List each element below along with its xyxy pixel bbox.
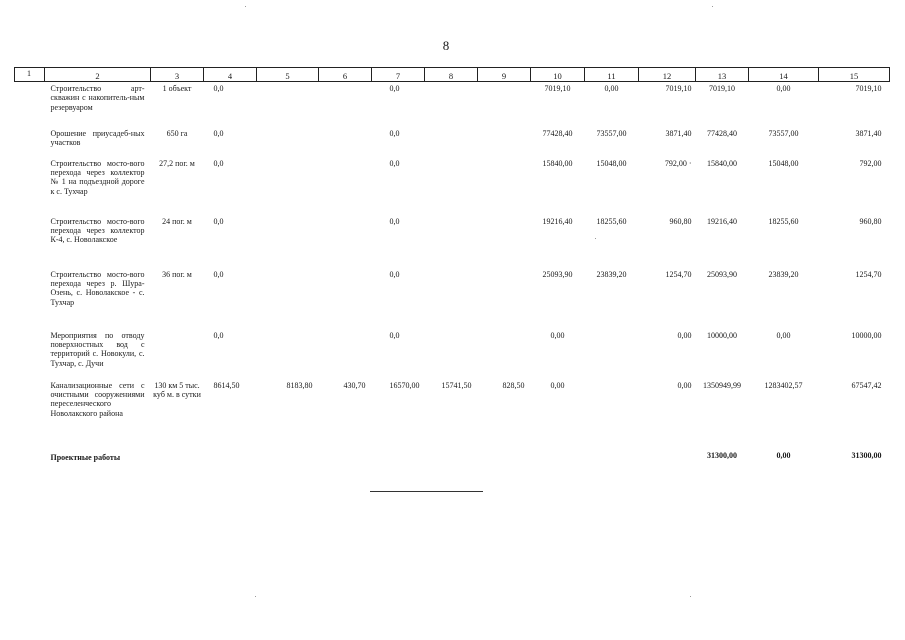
cell-col-14: 23839,20: [768, 269, 799, 279]
cell-col-13: 1350949,99: [703, 380, 741, 390]
cell-col-6: [319, 127, 372, 157]
cell-col-15: 67547,42: [851, 380, 882, 390]
row-unit: 36 пог. м: [162, 269, 192, 279]
cell-col-14: 18255,60: [768, 216, 799, 226]
cell-col-14: 0,00: [776, 84, 791, 93]
cell-col-15: 960,80: [859, 216, 882, 226]
row-unit: 650 га: [166, 128, 188, 138]
cell-col-9: [478, 215, 531, 268]
cell-col-8: [425, 215, 478, 268]
cell-col-4: 0,0: [213, 269, 224, 279]
cell-col-8: 15741,50: [441, 380, 472, 390]
cell-col-13: 77428,40: [707, 128, 737, 138]
cell-col-9: [478, 127, 531, 157]
row-name: Строительство арт-скважин с накопитель-ным резервуаром: [50, 84, 145, 112]
column-header-9: 9: [478, 68, 531, 82]
cell-col-12: 0,00: [677, 380, 692, 390]
cell-col-7: 0,0: [389, 330, 400, 340]
cell-col-13: 15840,00: [707, 158, 737, 168]
cell-col-9: [478, 82, 531, 127]
cell-col-13: 7019,10: [709, 84, 735, 93]
row-unit: 27,2 пог. м: [159, 158, 195, 168]
cell-col-9: [478, 157, 531, 215]
cell-col-15: 7019,10: [855, 84, 882, 93]
cell-col-10: 25093,90: [542, 269, 573, 279]
cell-col-6: [319, 329, 372, 379]
table-row: [15, 268, 890, 329]
cell-col-5: [257, 82, 319, 127]
cell-col-7: 0,0: [389, 158, 400, 168]
cell-col-10: 7019,10: [544, 84, 571, 93]
table-row: [15, 379, 890, 449]
cell-col-5: [257, 157, 319, 215]
cell-col-13: 10000,00: [707, 330, 737, 340]
cell-col-10: 0,00: [550, 380, 565, 390]
cell-col-5: 8183,80: [286, 380, 313, 390]
total-col-14: 0,00: [776, 450, 791, 460]
cell-col-15: 1254,70: [855, 269, 882, 279]
column-header-13: 13: [696, 68, 749, 82]
header-row: [15, 68, 890, 82]
table-row: [15, 215, 890, 268]
scan-speck: [245, 6, 246, 7]
cell-col-10: 77428,40: [542, 128, 573, 138]
column-header-14: 14: [749, 68, 819, 82]
cell-col-15: 10000,00: [851, 330, 882, 340]
cell-col-14: 73557,00: [768, 128, 799, 138]
cell-col-7: 16570,00: [389, 380, 420, 390]
column-header-8: 8: [425, 68, 478, 82]
cell-col-4: 0,0: [213, 128, 224, 138]
cell-col-7: 0,0: [389, 128, 400, 138]
cell-col-13: 25093,90: [707, 269, 737, 279]
cell-col-12: 0,00: [677, 330, 692, 340]
cell-col-14: 15048,00: [768, 158, 799, 168]
total-row-label: Проектные работы: [50, 452, 121, 462]
column-header-15: 15: [819, 68, 890, 82]
cell-col-14: 1283402,57: [764, 380, 803, 390]
row-name: Мероприятия по отводу поверхностных вод с территорий с. Новокули, с. Тухчар, с. Дучи: [50, 330, 145, 368]
cell-col-4: 0,0: [213, 84, 224, 93]
scan-speck: [595, 238, 596, 239]
cell-col-10: 19216,40: [542, 216, 573, 226]
row-unit: 24 пог. м: [162, 216, 192, 226]
cell-col-11: 23839,20: [596, 269, 627, 279]
row-name: Строительство мосто-вого перехода через коллектор № 1 на подъездной дороге к с. Тухчар: [50, 158, 145, 196]
cell-col-7: 0,0: [389, 216, 400, 226]
table-row: [15, 329, 890, 379]
cell-col-11: [585, 379, 639, 449]
row-unit: 130 км 5 тыс. куб м. в сутки: [153, 380, 201, 399]
row-unit: 1 объект: [162, 84, 192, 93]
cell-col-11: 18255,60: [596, 216, 627, 226]
cell-col-15: 3871,40: [855, 128, 882, 138]
column-header-7: 7: [372, 68, 425, 82]
cell-col-5: [257, 268, 319, 329]
column-header-4: 4: [204, 68, 257, 82]
scan-speck: [255, 596, 256, 597]
cell-col-4: 0,0: [213, 330, 224, 340]
cell-col-5: [257, 215, 319, 268]
table-row: [15, 157, 890, 215]
cell-col-4: 0,0: [213, 158, 224, 168]
cell-col-9: 828,50: [502, 380, 525, 390]
cell-col-14: 0,00: [776, 330, 791, 340]
cell-col-10: 15840,00: [542, 158, 573, 168]
cell-col-12: 1254,70: [665, 269, 692, 279]
cell-col-12: 960,80: [669, 216, 692, 226]
page-number: 8: [442, 38, 450, 53]
cell-col-8: [425, 127, 478, 157]
cell-col-12: 792,00 ·: [664, 158, 692, 168]
column-header-10: 10: [531, 68, 585, 82]
cell-col-6: [319, 157, 372, 215]
cell-col-4: 8614,50: [213, 380, 240, 390]
cell-col-6: [319, 268, 372, 329]
table-row: [15, 127, 890, 157]
row-name: Строительство мосто-вого перехода через коллектор К-4, с. Новолакское: [50, 216, 145, 245]
column-header-6: 6: [319, 68, 372, 82]
cell-col-5: [257, 329, 319, 379]
cell-col-9: [478, 329, 531, 379]
cell-col-10: 0,00: [550, 330, 565, 340]
column-header-11: 11: [585, 68, 639, 82]
row-name: Строительство мосто-вого перехода через р. Шура-Озень, с. Новолакское - с. Тухчар: [50, 269, 145, 307]
cell-col-8: [425, 82, 478, 127]
cell-col-15: 792,00: [859, 158, 882, 168]
row-name: Орошение приусадеб-ных участков: [50, 128, 145, 147]
cell-col-12: 3871,40: [665, 128, 692, 138]
cell-col-7: 0,0: [389, 269, 400, 279]
scan-speck: [712, 6, 713, 7]
cell-col-11: [585, 329, 639, 379]
total-col-15: 31300,00: [851, 450, 882, 460]
column-header-5: 5: [257, 68, 319, 82]
column-header-3: 3: [151, 68, 204, 82]
cell-col-8: [425, 157, 478, 215]
scan-speck: [690, 596, 691, 597]
cell-col-13: 19216,40: [707, 216, 737, 226]
cell-col-11: 0,00: [604, 84, 619, 93]
cell-col-5: [257, 127, 319, 157]
total-col-13: 31300,00: [707, 450, 737, 460]
cell-col-6: [319, 82, 372, 127]
row-unit: [151, 329, 204, 379]
column-header-2: 2: [45, 68, 151, 82]
budget-table: [14, 67, 889, 469]
row-name: Канализационные сети с очистными сооружениями переселенческого Новолакского района: [50, 380, 145, 418]
cell-col-4: 0,0: [213, 216, 224, 226]
cell-col-6: 430,70: [343, 380, 366, 390]
cell-col-6: [319, 215, 372, 268]
total-row: [15, 449, 890, 469]
cell-col-7: 0,0: [389, 84, 400, 93]
table-row: [15, 82, 890, 127]
column-header-1: 1: [15, 68, 45, 82]
cell-col-8: [425, 329, 478, 379]
cell-col-11: 73557,00: [596, 128, 627, 138]
column-header-12: 12: [639, 68, 696, 82]
closing-rule: [370, 491, 483, 492]
cell-col-12: 7019,10: [665, 84, 692, 93]
cell-col-11: 15048,00: [596, 158, 627, 168]
cell-col-9: [478, 268, 531, 329]
cell-col-8: [425, 268, 478, 329]
